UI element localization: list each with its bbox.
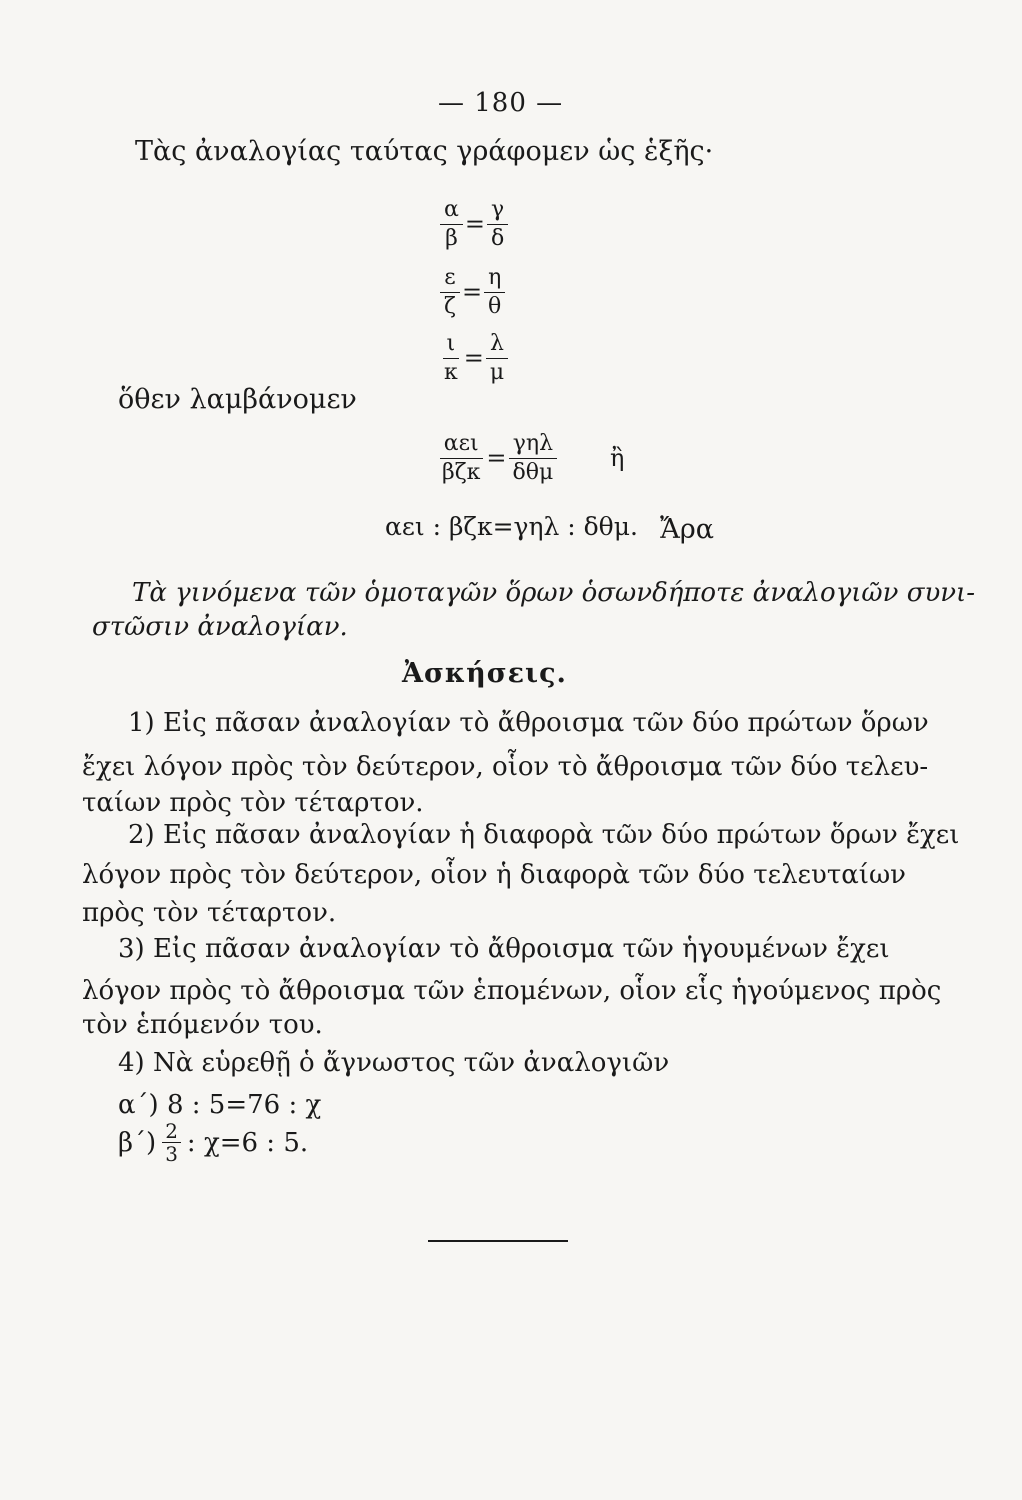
proportion-3-den-right: μ [489,359,505,385]
exercise-4-sub-b [118,1120,308,1165]
page-number: — 180 — [438,88,564,118]
proportion-2: $\frac{\varepsilon}{\zeta}$ = $\frac{\eta}{\theta}$ [440,264,505,320]
result-ratio: αει : βζκ=γηλ : δθμ. [385,512,638,541]
result-num-right: γηλ [509,430,557,459]
or-word: ἢ [610,444,625,472]
sub-b-rest: : χ=6 : 5. [186,1127,309,1158]
proportion-3-num-left: ι [443,330,460,359]
proportion-1-den-left: β [445,225,458,251]
proportion-3: $\frac{\iota}{\kappa}$ = $\frac{\lambda}{\mu}$ [440,330,508,386]
exercise-4-sub-a: α΄) 8 : 5=76 : χ [118,1090,322,1120]
exercise-3-line-2: λόγον πρὸς τὸ ἄθροισμα τῶν ἑπομένων, οἷον εἷς ἡγούμενος πρὸς [82,976,942,1006]
therefore-word: Ἄρα [660,514,714,545]
result-den-left: βζκ [442,459,481,485]
theorem-line-1: Τὰ γινόμενα τῶν ὁμοταγῶν ὅρων ὁσωνδήποτε ἀναλογιῶν συνι- [132,578,976,608]
result-proportion: αει βζκ = γηλ δθμ [438,430,557,486]
proportion-2-den-left: ζ [444,293,456,319]
intro-text: Τὰς ἀναλογίας ταύτας γράφομεν ὡς ἑξῆς· [135,136,714,167]
result-num-left: αει [440,430,483,459]
sub-b-denominator: 3 [165,1142,178,1166]
sub-b-label: β΄) [118,1127,157,1158]
exercise-1-line-1: 1) Εἰς πᾶσαν ἀναλογίαν τὸ ἄθροισμα τῶν δύο πρώτων ὅρων [128,708,929,738]
proportion-1: $\frac{\alpha}{\beta}$ = $\frac{\gamma}{\delta}$ [440,196,508,252]
exercise-1-line-2: ἔχει λόγον πρὸς τὸν δεύτερον, οἷον τὸ ἄθροισμα τῶν δύο τελευ- [82,752,929,782]
proportion-1-num-left: α [440,196,463,225]
sub-b-numerator: 2 [162,1120,181,1143]
exercise-4-line-1: 4) Νὰ εὑρεθῇ ὁ ἄγνωστος τῶν ἀναλογιῶν [118,1048,670,1078]
exercises-heading: Ἀσκήσεις. [402,658,567,689]
proportion-3-num-right: λ [486,330,508,359]
exercise-2-line-3: πρὸς τὸν τέταρτον. [82,898,337,928]
hence-text: ὅθεν λαμβάνομεν [118,384,357,415]
proportion-1-num-right: γ [487,196,508,225]
exercise-2-line-2: λόγον πρὸς τὸν δεύτερον, οἷον ἡ διαφορὰ τῶν δύο τελευταίων [82,860,906,890]
exercise-3-line-3: τὸν ἑπόμενόν του. [82,1010,323,1040]
proportion-2-num-right: η [484,264,505,293]
result-den-right: δθμ [512,459,554,485]
sub-b-fraction [162,1120,181,1165]
exercise-2-line-1: 2) Εἰς πᾶσαν ἀναλογίαν ἡ διαφορὰ τῶν δύο πρώτων ὅρων ἔχει [128,820,960,850]
proportion-2-num-left: ε [440,264,459,293]
theorem-line-2: στῶσιν ἀναλογίαν. [92,612,348,642]
exercise-1-line-3: ταίων πρὸς τὸν τέταρτον. [82,788,424,818]
end-rule [428,1240,568,1242]
exercise-3-line-1: 3) Εἰς πᾶσαν ἀναλογίαν τὸ ἄθροισμα τῶν ἡγουμένων ἔχει [118,934,890,964]
proportion-3-den-left: κ [444,359,458,385]
proportion-2-den-right: θ [488,293,502,319]
proportion-1-den-right: δ [490,225,505,251]
